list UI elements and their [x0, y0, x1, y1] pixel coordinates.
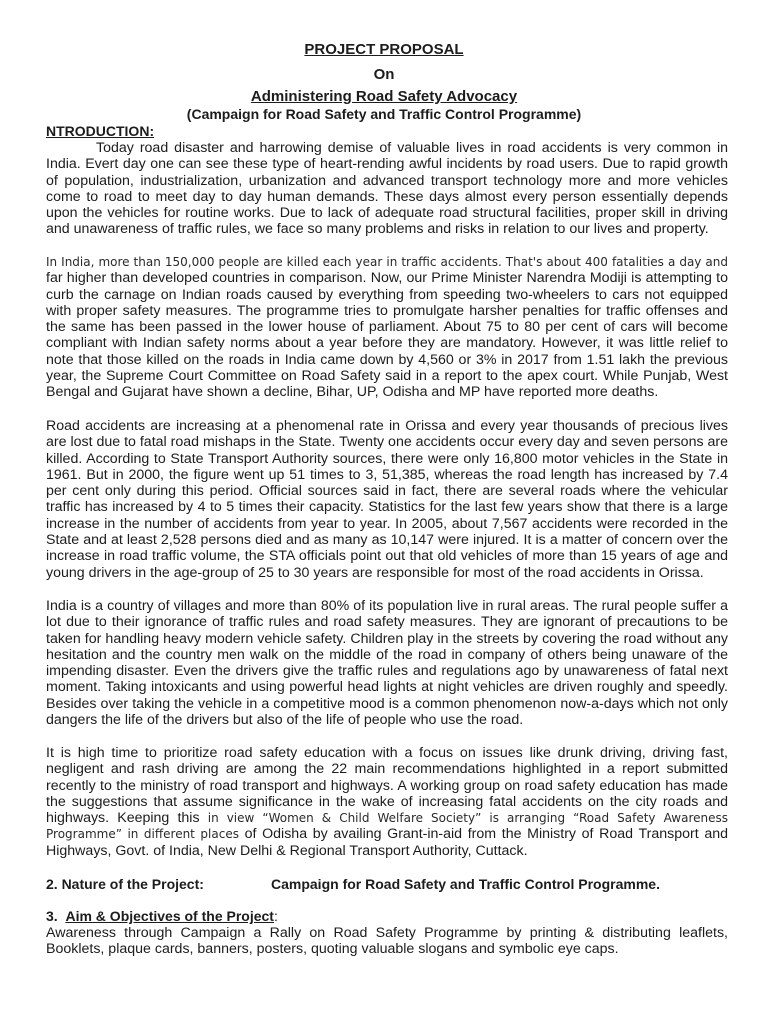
intro-paragraph-5-alt-text: in view “Women & Child Welfare Society” is arranging “Road Safety Awareness Programme” in different places — [46, 811, 728, 842]
section-3-text: Awareness through Campaign a Rally on Road Safety Programme by printing & distributing leaflets, Booklets, plaque cards, banners, posters, quoting valuable slogans and symbolic eye caps. — [46, 925, 728, 958]
intro-paragraph-5-text: It is high time to prioritize road safety education with a focus on issues like drunk driving, driving fast, negligent and rash driving are among the 22 main recommendations highlighted in a report submitted recently to the ministry of road transport and highways. A working group on road safety education has made the suggestions that assume significance in the wake of increasing fatal accidents on the city roads and highways. Keeping this — [46, 745, 728, 827]
intro-paragraph-2-alt-text: In India, more than 150,000 people are killed each year in traffic accidents. That's about 400 fatalities a day and — [46, 255, 728, 269]
document-campaign-line: (Campaign for Road Safety and Traffic Control Programme) — [186, 106, 582, 122]
document-subtitle: Administering Road Safety Advocacy — [250, 88, 518, 105]
document-on: On — [373, 66, 395, 83]
intro-paragraph-3-text: Road accidents are increasing at a phenomenal rate in Orissa and every year thousands of precious lives are lost due to fatal road mishaps in the State. Twenty one accidents occur every day and seven persons are killed. According to State Transport Authority sources, there were only 16,800 motor vehicles in the State in 1961. But in 2000, the figure went up 51 times to 3, 51,385, whereas the road length has increased by 7.4 per cent only during this period. Official sources said in fact, there are several roads where the vehicular traffic has increased by 4 to 5 times their capacity. Statistics for the last few years show that there is a large increase in the number of accidents from year to year. In 2005, about 7,567 accidents were recorded in the State and at least 2,528 persons died and as many as 10,147 were injured. It is a matter of concern over the increase in road traffic volume, the STA officials point out that old vehicles of more than 15 years of age and young drivers in the age-group of 25 to 30 years are responsible for most of the road accidents in Orissa. — [46, 418, 728, 581]
intro-paragraph-3 — [46, 418, 728, 581]
intro-paragraph-4-text: India is a country of villages and more than 80% of its population live in rural areas. The rural people suffer a lot due to their ignorance of traffic rules and road safety measures. They are ignorant of precautions to be taken for handling heavy modern vehicle safety. Children play in the streets by covering the road without any hesitation and the country men walk on the middle of the road in company of others being unaware of the impending disaster. Even the drivers give the traffic rules and regulations ago by unawareness of fatal next moment. Taking intoxicants and using powerful head lights at night vehicles are driven roughly and speedly. Besides over taking the vehicle in a competitive mood is a common phenomenon now-a-days which not only dangers the life of the drivers but also of the life of people who use the road. — [46, 598, 728, 729]
intro-paragraph-2-text: far higher than developed countries in comparison. Now, our Prime Minister Narendra Modiji is attempting to curb the carnage on Indian roads caused by everything from speeding two-wheelers to cars not equipped with proper safety measures. The programme tries to promulgate harsher penalties for traffic offenses and the same has been passed in the lower house of parliament. About 75 to 80 per cent of cars will become compliant with Indian safety norms about a year before they are mandatory. However, it was little relief to note that those killed on the roads in India came down by 4,560 or 3% in 2017 from 1.51 lakh the previous year, the Supreme Court Committee on Road Safety said in a report to the apex court. While Punjab, West Bengal and Gujarat have shown a decline, Bihar, UP, Odisha and MP have reported more deaths. — [46, 270, 728, 401]
section-3-title: Aim & Objectives of the Project — [65, 908, 274, 924]
introduction-heading — [46, 123, 154, 139]
section-3-colon: : — [273, 908, 278, 924]
section-3-number: 3. — [46, 908, 58, 924]
section-2-nature — [46, 876, 660, 892]
intro-paragraph-1 — [46, 140, 728, 238]
intro-paragraph-2 — [46, 254, 728, 401]
intro-paragraph-5-rest-text: of Odisha by availing Grant-in-aid from the Ministry of Road Transport and Highways, Govt. of India, New Delhi & Regional Transport Authority, Cuttack. — [46, 826, 728, 859]
intro-paragraph-4 — [46, 598, 728, 728]
intro-paragraph-5 — [46, 745, 728, 859]
document-title: PROJECT PROPOSAL — [304, 41, 464, 58]
section-2-label: 2. Nature of the Project: — [46, 876, 204, 892]
section-2-value: Campaign for Road Safety and Traffic Control Programme — [271, 876, 657, 892]
section-3-paragraph — [46, 925, 728, 958]
introduction-heading-colon: : — [149, 123, 155, 139]
section-3-heading — [46, 908, 278, 924]
introduction-heading-text: NTRODUCTION — [46, 123, 150, 139]
section-2-period: . — [656, 876, 660, 892]
intro-paragraph-1-text: Today road disaster and harrowing demise of valuable lives in road accidents is very common in India. Evert day one can see these type of heart-rending awful incidents by road users. Due to rapid growth of population, industrialization, urbanization and advanced transport technology more and more vehicles come to road to meet day to day human demands. These days almost every person essentially depends upon the vehicles for routine works. Due to lack of adequate road structural facilities, proper skill in driving and unawareness of traffic rules, we face so many problems and risks in relation to our lives and property. — [46, 140, 728, 238]
